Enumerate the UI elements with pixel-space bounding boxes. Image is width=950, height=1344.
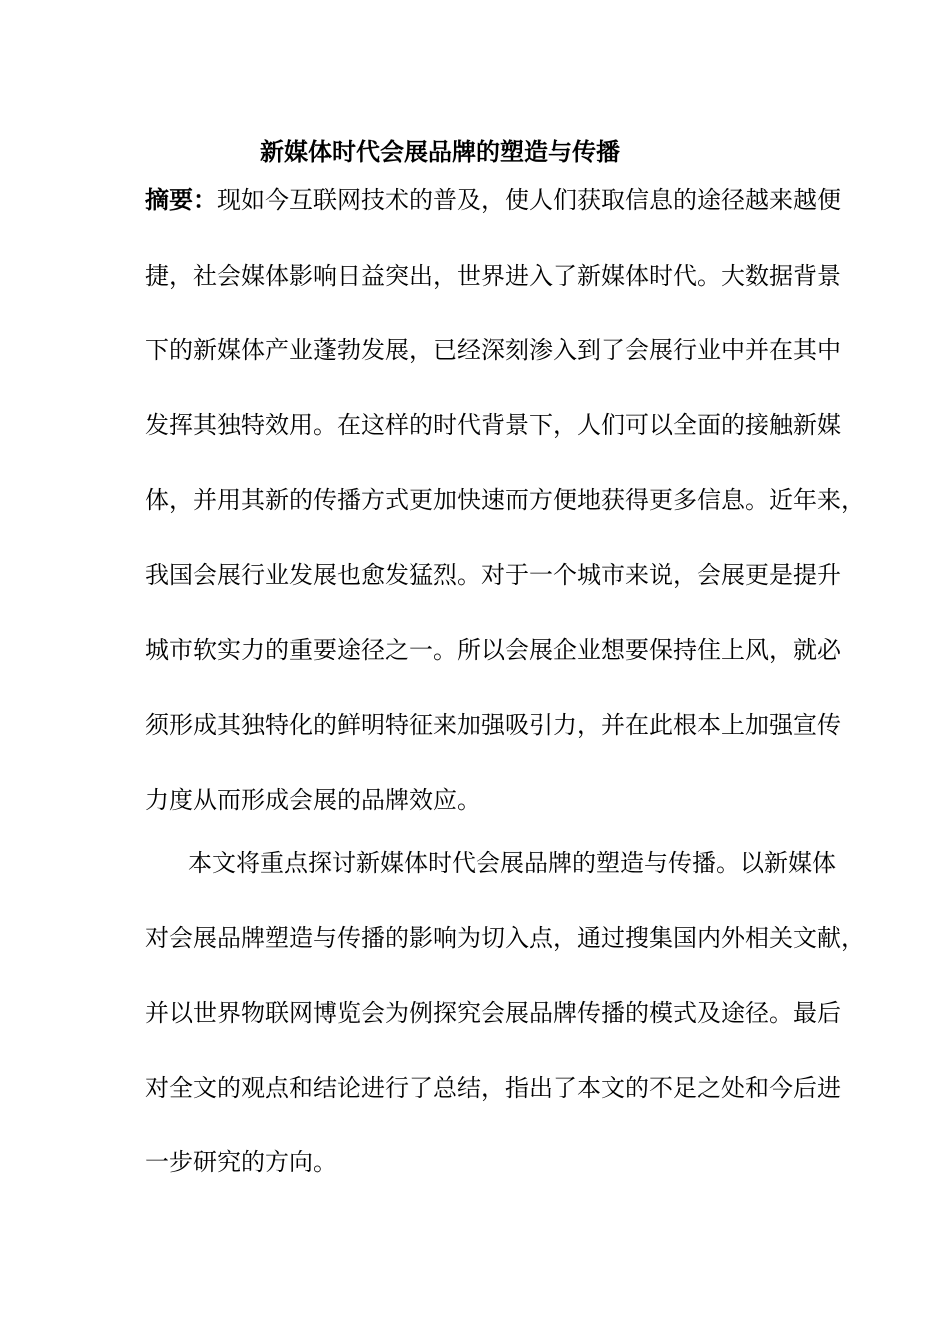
document-title: 新媒体时代会展品牌的塑造与传播 [260,137,620,166]
abstract-line-1 [145,180,841,220]
abstract-line-1-text: 现如今互联网技术的普及，使人们获取信息的途径越来越便 [217,186,841,214]
paragraph2-line-3: 并以世界物联网博览会为例探究会展品牌传播的模式及途径。最后 [145,999,841,1027]
abstract-line-5: 体，并用其新的传播方式更加快速而方便地获得更多信息。近年来， [145,486,865,514]
paragraph2-line-4: 对全文的观点和结论进行了总结，指出了本文的不足之处和今后进 [145,1074,841,1102]
paragraph2-line-1: 本文将重点探讨新媒体时代会展品牌的塑造与传播。以新媒体 [188,849,836,877]
paragraph2-line-2: 对会展品牌塑造与传播的影响为切入点，通过搜集国内外相关文献， [145,924,865,952]
paragraph2-line-5: 一步研究的方向。 [145,1148,337,1176]
abstract-line-4: 发挥其独特效用。在这样的时代背景下，人们可以全面的接触新媒 [145,411,841,439]
abstract-line-6: 我国会展行业发展也愈发猛烈。对于一个城市来说，会展更是提升 [145,561,841,589]
abstract-label: 摘要： [145,185,217,214]
abstract-line-3: 下的新媒体产业蓬勃发展，已经深刻渗入到了会展行业中并在其中 [145,336,841,364]
abstract-line-8: 须形成其独特化的鲜明特征来加强吸引力，并在此根本上加强宣传 [145,711,841,739]
abstract-line-2: 捷，社会媒体影响日益突出，世界进入了新媒体时代。大数据背景 [145,262,841,290]
abstract-line-9: 力度从而形成会展的品牌效应。 [145,786,481,814]
abstract-line-7: 城市软实力的重要途径之一。所以会展企业想要保持住上风，就必 [145,636,841,664]
